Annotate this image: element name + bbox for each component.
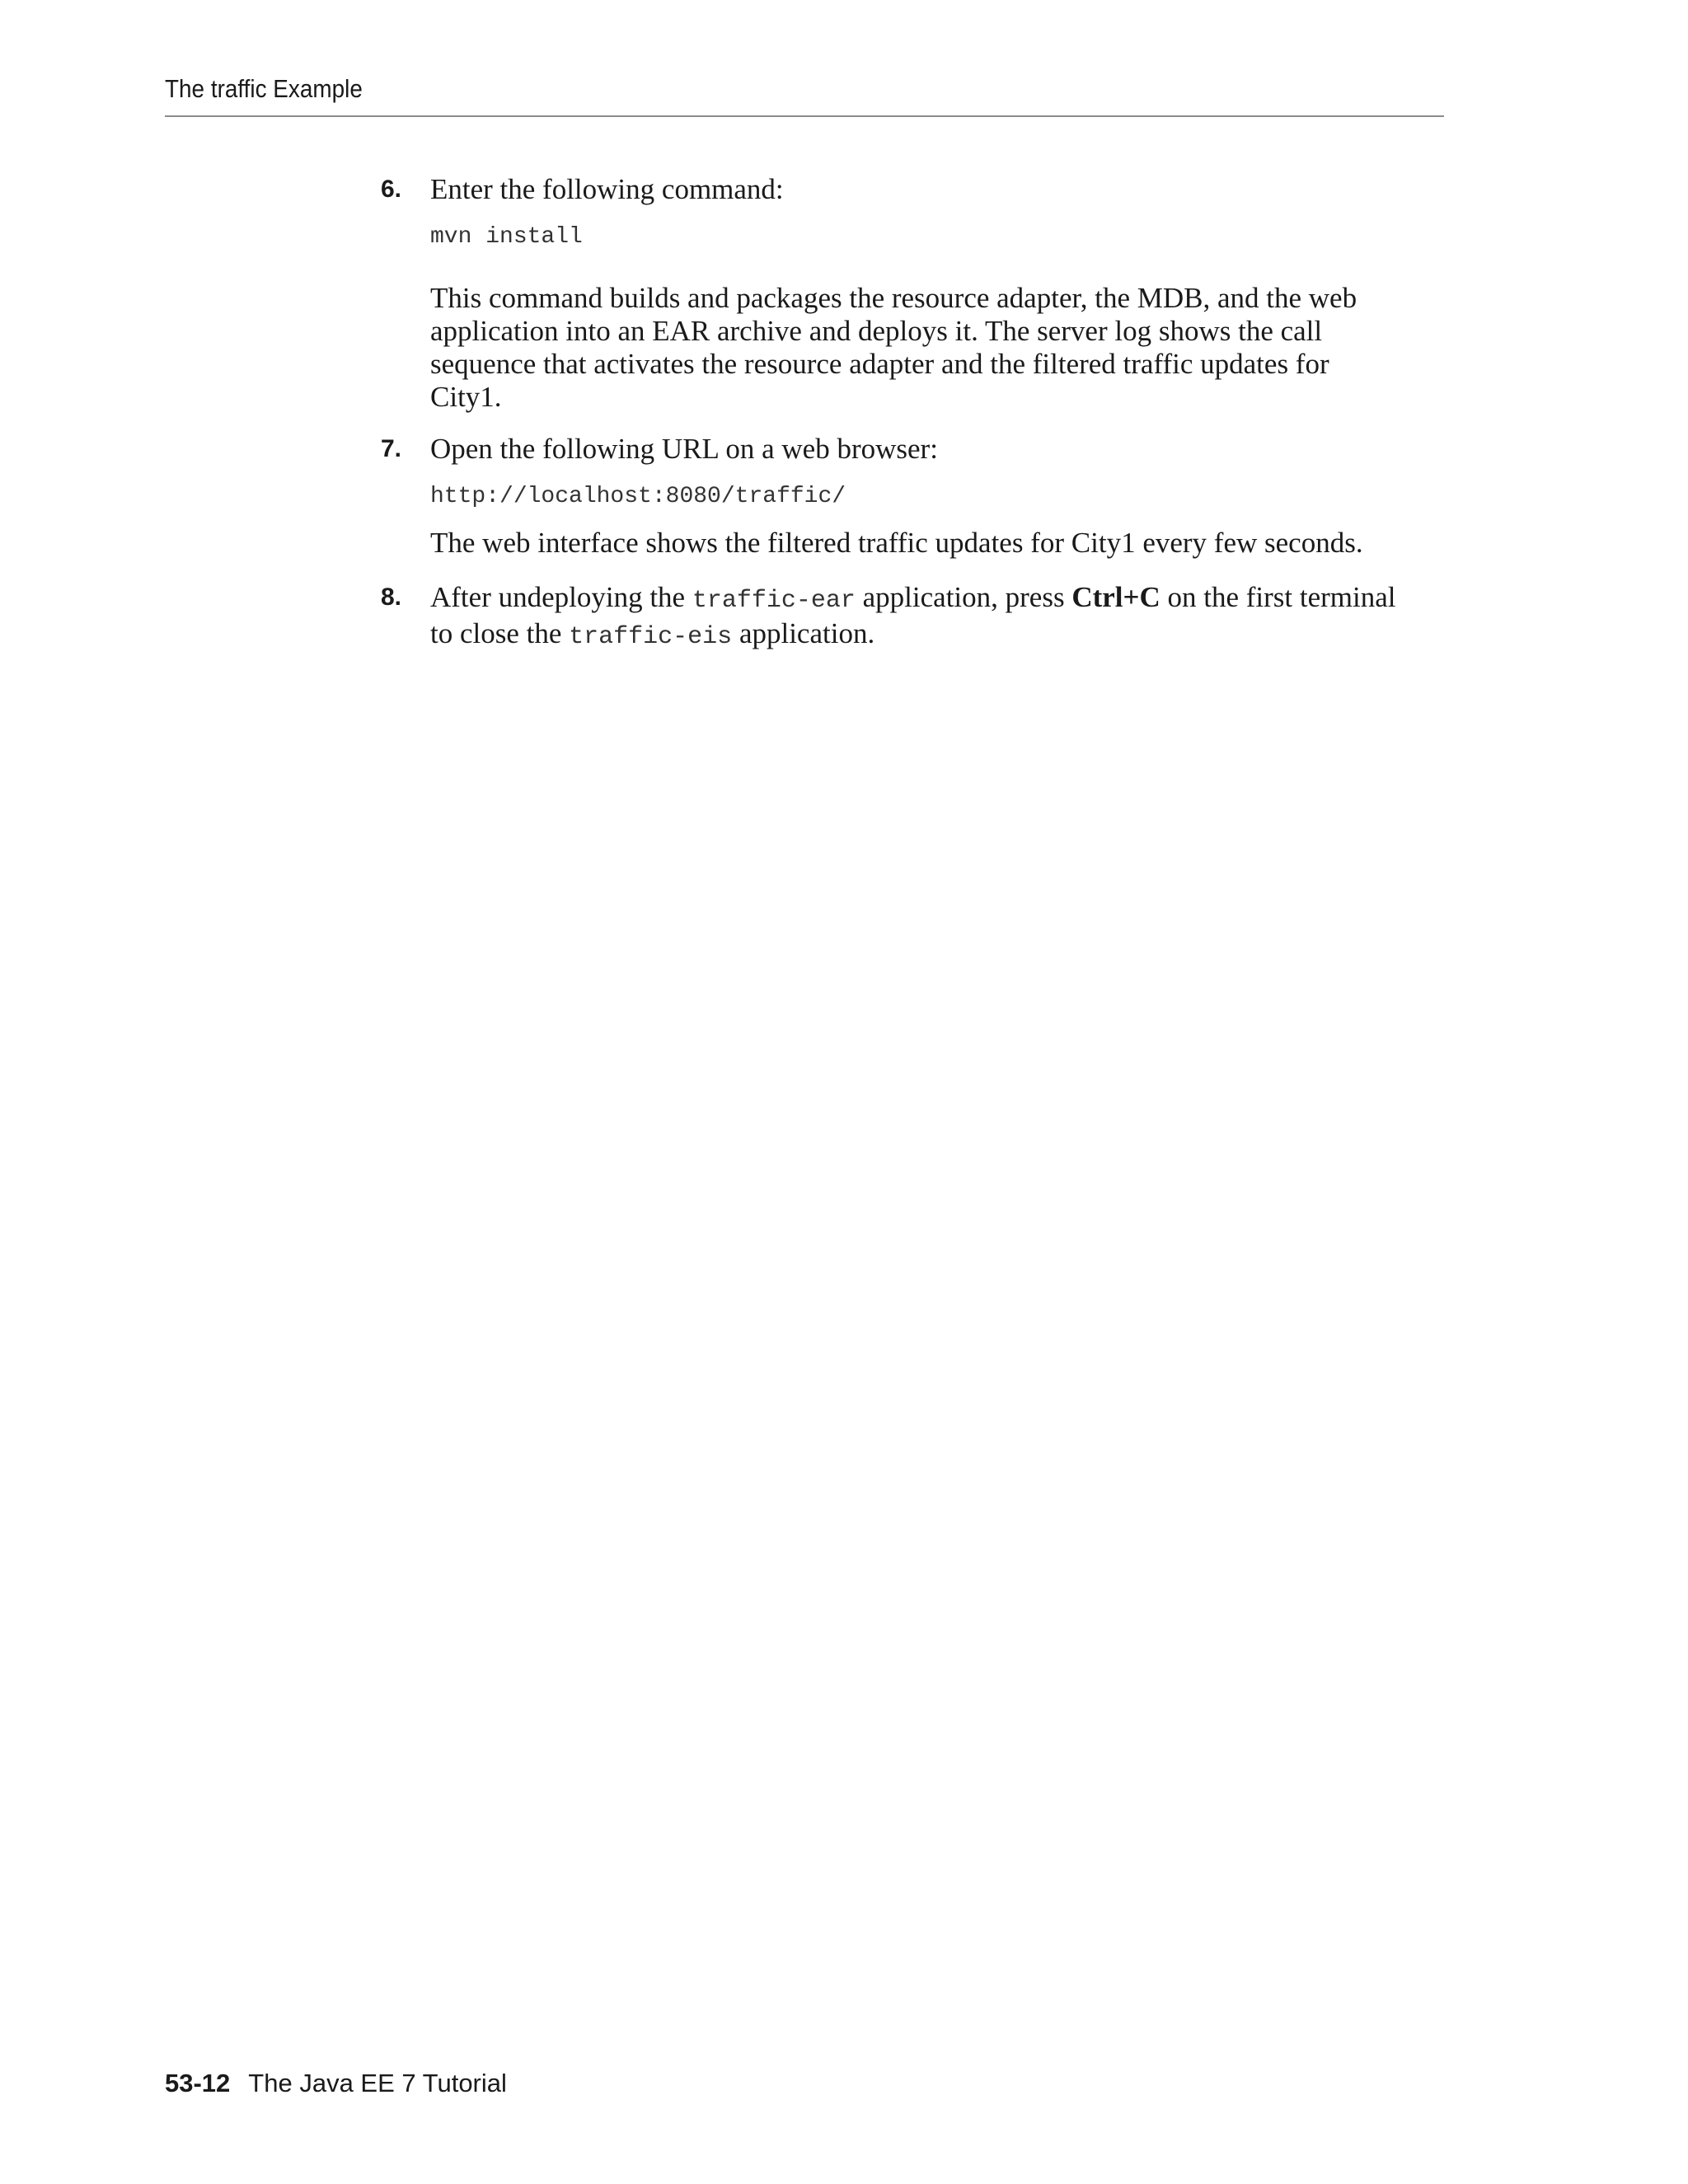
step-paragraph: [430, 282, 1452, 414]
step-line: [430, 617, 1452, 654]
step-number: 7.: [381, 435, 402, 462]
paragraph-line: This command builds and packages the resource adapter, the MDB, and the web: [430, 282, 1357, 314]
header-rule: [165, 115, 1444, 117]
step-body: [430, 173, 1452, 414]
code-url: http://localhost:8080/traffic/: [430, 484, 846, 509]
step-line: [430, 581, 1452, 617]
step-body: [430, 433, 1452, 560]
step-number: 6.: [381, 176, 402, 203]
code-command: mvn install: [430, 224, 583, 250]
inline-code: traffic-eis: [569, 623, 733, 651]
keyboard-shortcut: Ctrl+C: [1071, 581, 1160, 613]
book-title: The Java EE 7 Tutorial: [248, 2069, 507, 2097]
running-header: The traffic Example: [165, 74, 363, 103]
step-intro: Open the following URL on a web browser:: [430, 433, 938, 465]
step-body: [430, 581, 1452, 654]
page-number: 53-12: [165, 2069, 231, 2097]
step-intro: Enter the following command:: [430, 173, 784, 205]
text-run: application, press: [855, 581, 1072, 613]
page-footer: [165, 2069, 507, 2098]
text-run: After undeploying the: [430, 581, 692, 613]
text-run: to close the: [430, 617, 570, 649]
text-run: on the first terminal: [1160, 581, 1396, 613]
paragraph-line: City1.: [430, 381, 502, 413]
inline-code: traffic-ear: [692, 587, 856, 615]
step-paragraph: [430, 527, 1452, 560]
paragraph-line: application into an EAR archive and deploys it. The server log shows the call: [430, 315, 1323, 347]
step-number: 8.: [381, 583, 402, 611]
text-run: application.: [732, 617, 875, 649]
paragraph-line: The web interface shows the filtered traffic updates for City1 every few seconds.: [430, 527, 1363, 559]
paragraph-line: sequence that activates the resource adapter and the filtered traffic updates for: [430, 348, 1329, 380]
